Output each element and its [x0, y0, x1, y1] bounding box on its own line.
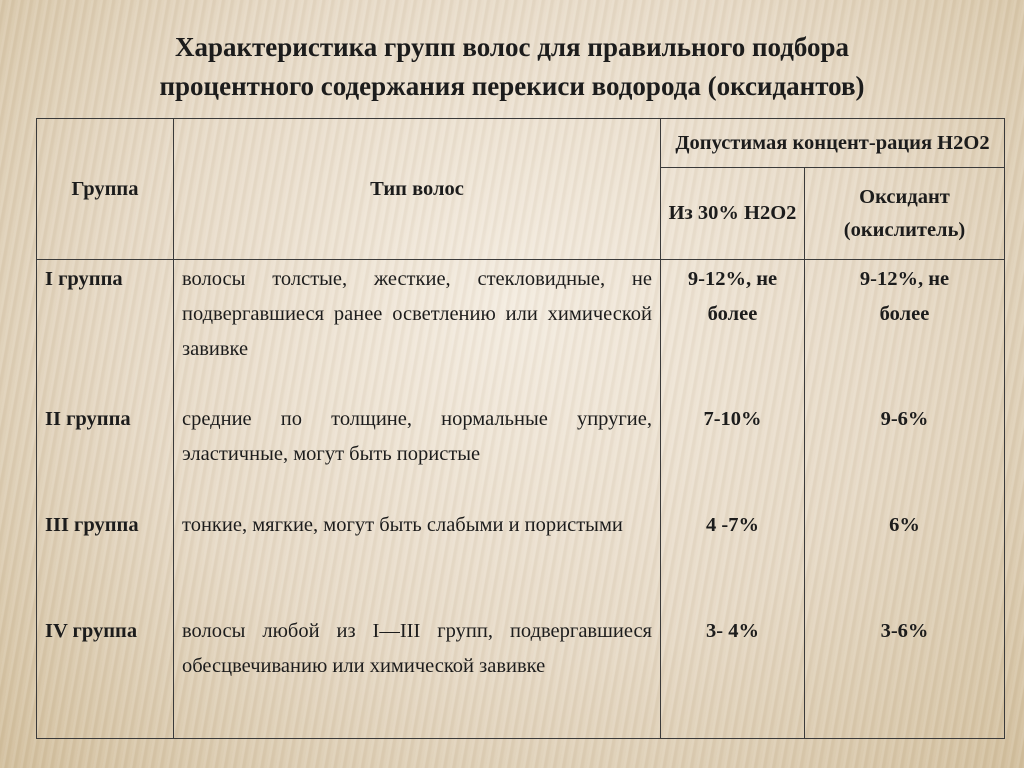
hair-type-text: средние по толщине, нормальные упругие, эластичные, могут быть пористые: [182, 408, 652, 465]
from-30-value: 3- 4%: [706, 620, 759, 642]
oxidant-column: [805, 260, 1005, 739]
from-30-value: 7-10%: [703, 408, 762, 430]
header-oxidant: Оксидант (окислитель): [805, 168, 1005, 260]
hair-groups-table: [36, 118, 1005, 739]
hair-type-column: [174, 260, 661, 739]
from-30-column: [661, 260, 805, 739]
oxidant-value: 6%: [889, 514, 920, 536]
group-label: I группа: [45, 268, 123, 290]
hair-type-text: волосы толстые, жесткие, стекловидные, не подвергавшиеся ранее осветлению или химической завивке: [182, 268, 652, 360]
group-label: IV группа: [45, 620, 138, 642]
hair-type-text: волосы любой из I—III групп, подвергавшиеся обесцвечиванию или химической завивке: [182, 620, 652, 677]
header-from-30: Из 30% Н2О2: [661, 168, 805, 260]
oxidant-value: 3-6%: [880, 620, 929, 642]
table-body-row: [37, 260, 1005, 739]
title-line-1: Характеристика групп волос для правильного подбора: [174, 32, 850, 62]
oxidant-value: 9-6%: [880, 408, 929, 430]
oxidant-value: 9-12%, не более: [859, 268, 950, 325]
from-30-value: 4 -7%: [706, 514, 759, 536]
header-hair-type: Тип волос: [174, 119, 661, 260]
header-row-1: [37, 119, 1005, 168]
header-group: Группа: [37, 119, 174, 260]
title-line-2: процентного содержания перекиси водорода (оксидантов): [159, 71, 865, 101]
from-30-value: 9-12%, не более: [687, 268, 778, 325]
group-label: II группа: [45, 408, 131, 430]
header-concentration: Допустимая концент-рация Н2О2: [661, 119, 1005, 168]
group-label: III группа: [45, 514, 139, 536]
slide-title: [20, 28, 1004, 106]
group-column: [37, 260, 174, 739]
hair-type-text: тонкие, мягкие, могут быть слабыми и пористыми: [182, 514, 623, 536]
